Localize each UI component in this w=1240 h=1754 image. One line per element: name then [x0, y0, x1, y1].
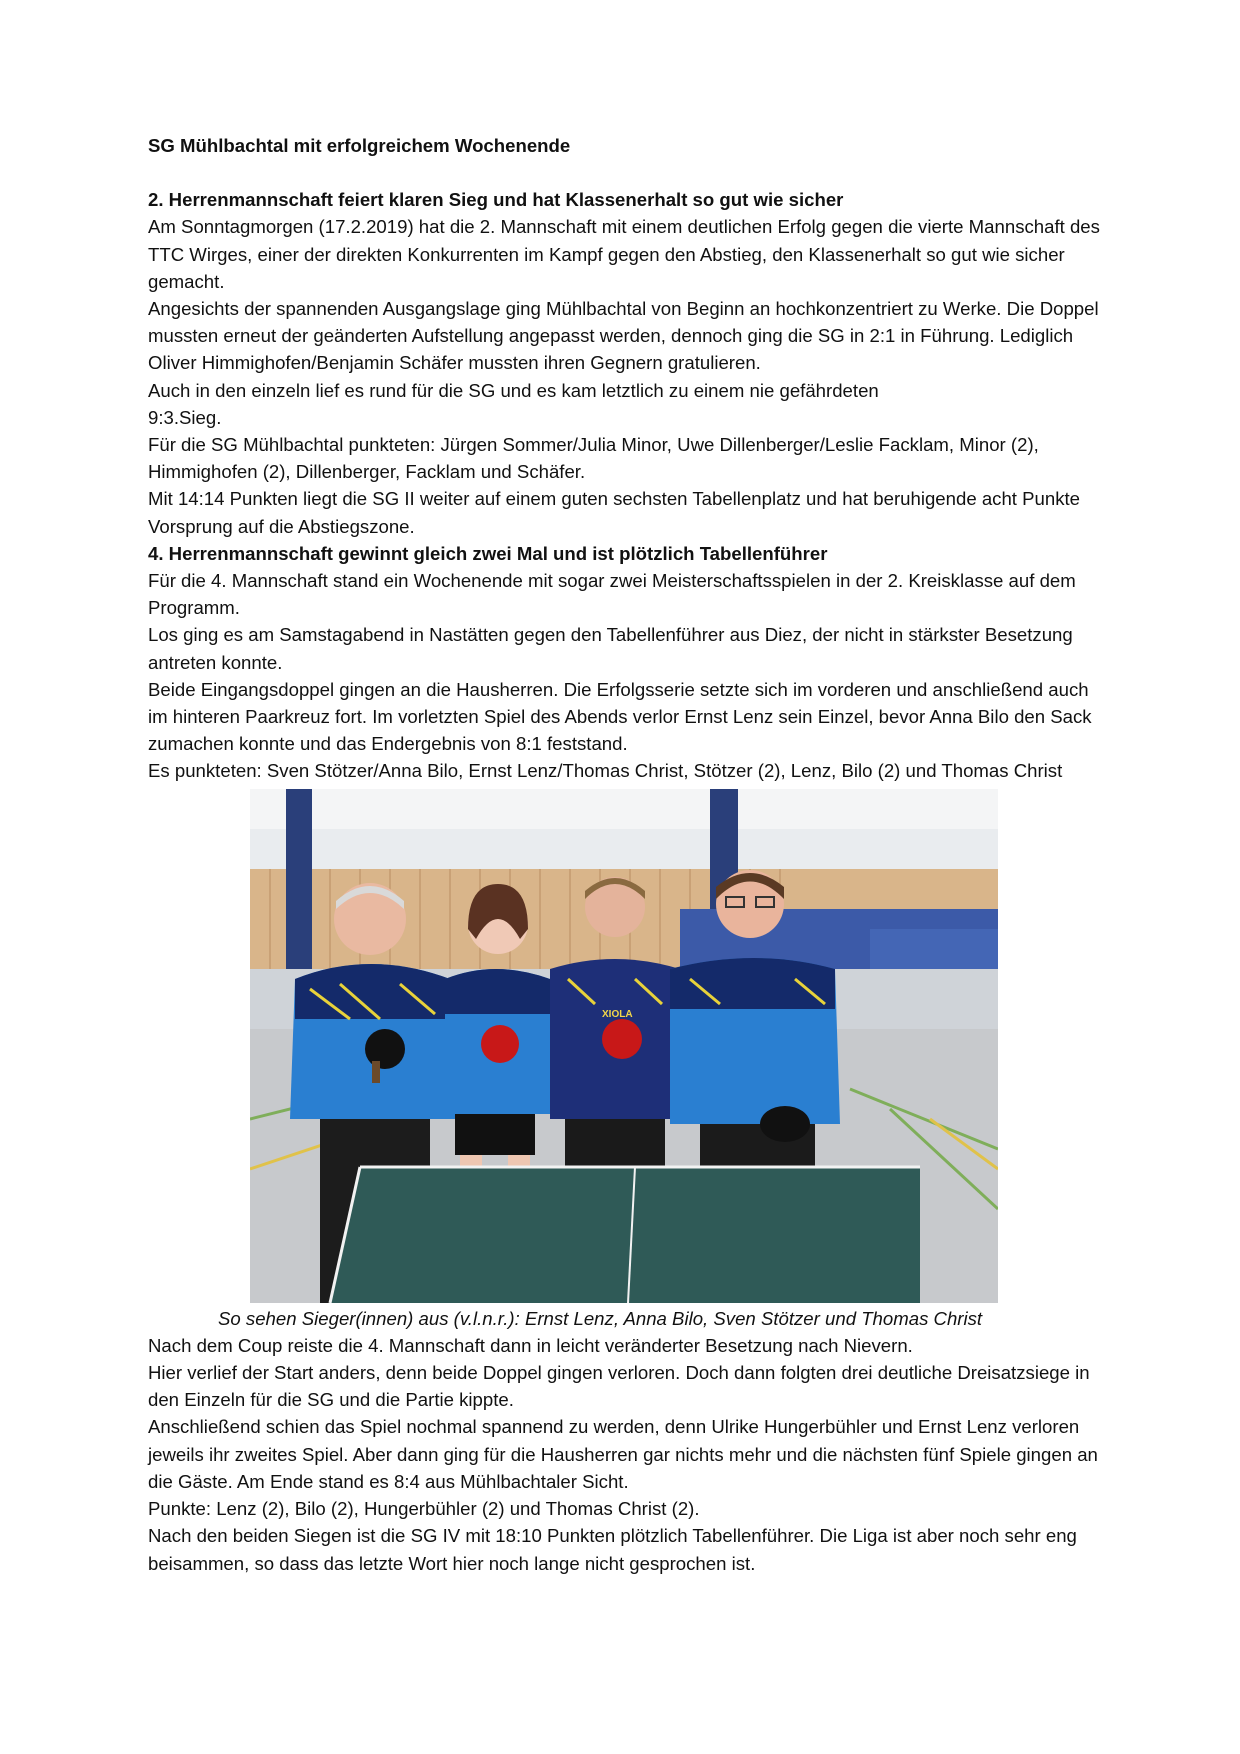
photo-caption: So sehen Sieger(innen) aus (v.l.n.r.): Ernst Lenz, Anna Bilo, Sven Stötzer und Thomas Christ: [218, 1307, 983, 1329]
section-heading-2nd-team: 2. Herrenmannschaft feiert klaren Sieg und hat Klassenerhalt so gut wie sicher: [148, 189, 844, 211]
paragraph: Hier verlief der Start anders, denn beide Doppel gingen verloren. Doch dann folgten drei deutliche Dreisatzsiege in den Einzeln für die SG und die Partie kippte.: [148, 1362, 1090, 1411]
paragraph: Für die 4. Mannschaft stand ein Wochenende mit sogar zwei Meisterschaftsspielen in der 2. Kreisklasse auf dem Programm.: [148, 570, 1076, 619]
team-photo: [250, 789, 998, 1303]
paragraph: Nach den beiden Siegen ist die SG IV mit 18:10 Punkten plötzlich Tabellenführer. Die Liga ist aber noch sehr eng beisammen, so dass das letzte Wort hier noch lange nicht gesprochen ist.: [148, 1525, 1077, 1574]
paragraph: Auch in den einzeln lief es rund für die SG und es kam letztlich zu einem nie gefährdeten: [148, 379, 879, 401]
paragraph: Für die SG Mühlbachtal punkteten: Jürgen Sommer/Julia Minor, Uwe Dillenberger/Leslie Facklam, Minor (2), Himmighofen (2), Dillenberger, Facklam und Schäfer.: [148, 434, 1039, 483]
shirt-logo-text: XIOLA: [602, 1008, 633, 1020]
team-photo-illustration: [250, 789, 998, 1303]
paragraph: Los ging es am Samstagabend in Nastätten gegen den Tabellenführer aus Diez, der nicht in stärkster Besetzung antreten konnte.: [148, 624, 1073, 673]
paragraph: Angesichts der spannenden Ausgangslage ging Mühlbachtal von Beginn an hochkonzentriert zu Werke. Die Doppel mussten erneut der geänderten Aufstellung angepasst werden, dennoch ging die SG in 2:1 in Führung. Lediglich Oliver Himmighofen/Benjamin Schäfer mussten ihren Gegnern gratulieren.: [148, 298, 1099, 374]
paragraph: Mit 14:14 Punkten liegt die SG II weiter auf einem guten sechsten Tabellenplatz und hat beruhigende acht Punkte Vorsprung auf die Abstiegszone.: [148, 488, 1081, 537]
paragraph: Anschließend schien das Spiel nochmal spannend zu werden, denn Ulrike Hungerbühler und Ernst Lenz verloren jeweils ihr zweites Spiel. Aber dann ging für die Hausherren gar nichts mehr und die nächsten fünf Spiele gingen an die Gäste. Am Ende stand es 8:4 aus Mühlbachtaler Sicht.: [148, 1416, 1098, 1492]
paragraph: Punkte: Lenz (2), Bilo (2), Hungerbühler (2) und Thomas Christ (2).: [148, 1498, 700, 1520]
section-heading-4th-team: 4. Herrenmannschaft gewinnt gleich zwei Mal und ist plötzlich Tabellenführer: [148, 542, 828, 564]
document-page: [148, 132, 1108, 1577]
paragraph: 9:3.Sieg.: [148, 406, 222, 428]
paragraph: Am Sonntagmorgen (17.2.2019) hat die 2. Mannschaft mit einem deutlichen Erfolg gegen die vierte Mannschaft des TTC Wirges, einer der direkten Konkurrenten im Kampf gegen den Abstieg, den Klassenerhalt so gut wie sicher gemacht.: [148, 216, 1100, 292]
article-title: SG Mühlbachtal mit erfolgreichem Wochenende: [148, 135, 571, 156]
paragraph: Es punkteten: Sven Stötzer/Anna Bilo, Ernst Lenz/Thomas Christ, Stötzer (2), Lenz, Bilo (2) und Thomas Christ: [148, 760, 1063, 782]
paragraph: Nach dem Coup reiste die 4. Mannschaft dann in leicht veränderter Besetzung nach Nievern.: [148, 1334, 913, 1356]
paragraph: Beide Eingangsdoppel gingen an die Hausherren. Die Erfolgsserie setzte sich im vorderen und anschließend auch im hinteren Paarkreuz fort. Im vorletzten Spiel des Abends verlor Ernst Lenz sein Einzel, bevor Anna Bilo den Sack zumachen konnte und das Endergebnis von 8:1 feststand.: [148, 678, 1092, 755]
